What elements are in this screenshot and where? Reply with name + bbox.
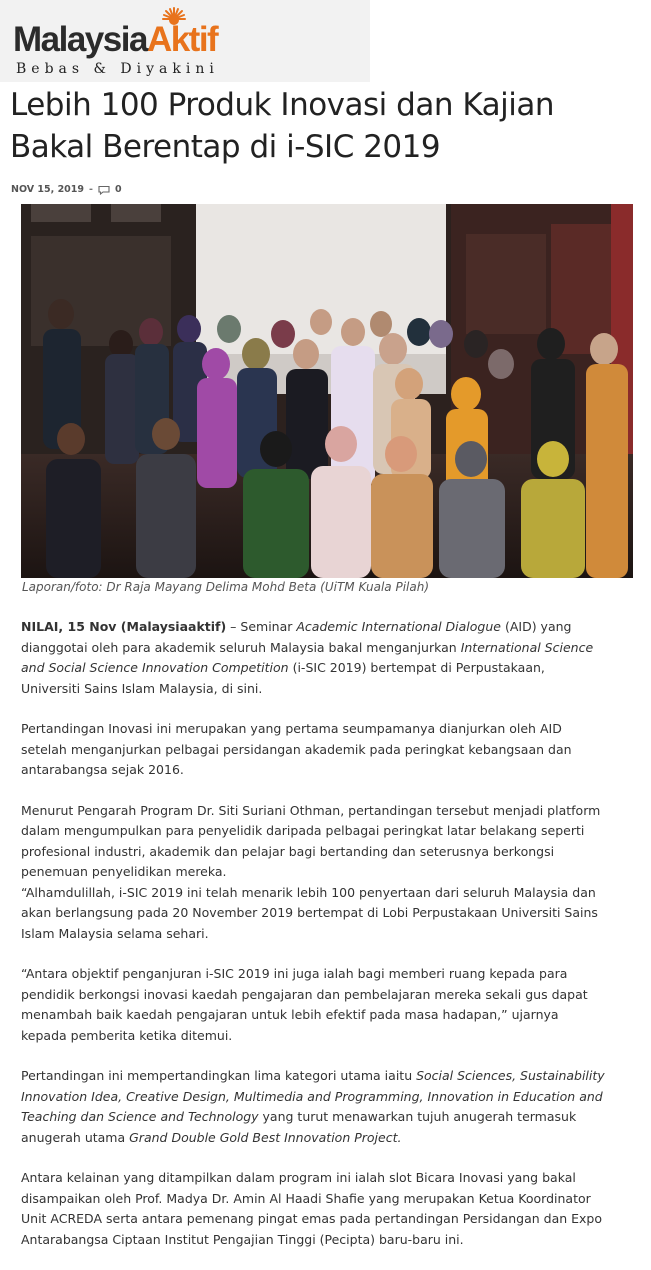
p1-text-1: – Seminar bbox=[226, 619, 297, 634]
article-title: Lebih 100 Produk Inovasi dan Kajian Bakal Berentap di i-SIC 2019 bbox=[10, 87, 554, 165]
dateline: NILAI, 15 Nov (Malaysiaaktif) bbox=[21, 619, 227, 634]
p6-italic-1: Social Sciences, Sustainability Innovation Idea, Creative Design, Multimedia and Programming, Innovation in Education and Teaching dan Science and Technology bbox=[21, 1068, 605, 1124]
article-body bbox=[21, 617, 606, 1270]
p1-italic-2: International Science and Social Science Innovation Competition bbox=[21, 639, 594, 675]
article-photo bbox=[21, 204, 633, 578]
meta-separator: - bbox=[89, 184, 93, 195]
p6-text-1: Pertandingan ini mempertandingkan lima kategori utama iaitu bbox=[21, 1068, 417, 1083]
article-meta bbox=[11, 184, 122, 195]
p1-italic-1: Academic International Dialogue bbox=[296, 619, 501, 634]
logo-name-part1: Malaysia bbox=[13, 20, 147, 59]
photo-caption: Laporan/foto: Dr Raja Mayang Delima Mohd Beta (UiTM Kuala Pilah) bbox=[22, 580, 430, 594]
p6-italic-2: Grand Double Gold Best Innovation Project. bbox=[129, 1129, 402, 1145]
logo-tagline: Bebas & Diyakini bbox=[16, 61, 219, 77]
site-logo[interactable] bbox=[0, 0, 370, 82]
paragraph-4: “Alhamdulillah, i-SIC 2019 ini telah menarik lebih 100 penyertaan dari seluruh Malaysia dan akan berlangsung pada 20 November 2019 bertempat di Lobi Perpustakaan Universiti Sains Islam Malaysia selama sehari. bbox=[21, 884, 598, 941]
paragraph-3: Menurut Pengarah Program Dr. Siti Suriani Othman, pertandingan tersebut menjadi platform dalam mengumpulkan para penyelidik daripada pelbagai peringkat latar belakang seperti profesional industri, akademik dan pelajar bagi bertanding dan seterusnya berkongsi penemuan penyelidikan mereka. bbox=[21, 802, 601, 879]
comment-count[interactable]: 0 bbox=[114, 184, 122, 195]
logo-wordmark bbox=[13, 22, 217, 57]
logo-name-part2: Aktif bbox=[146, 20, 218, 59]
article-date[interactable]: NOV 15, 2019 bbox=[11, 184, 85, 195]
group-photo-illustration bbox=[21, 204, 633, 578]
comment-icon[interactable] bbox=[98, 185, 110, 195]
p1-text-3: (i-SIC 2019) bertempat di Perpustakaan, Universiti Sains Islam Malaysia, di sini. bbox=[21, 660, 545, 696]
p1-text-2: (AID) yang dianggotai oleh para akademik seluruh Malaysia bakal menganjurkan bbox=[21, 619, 572, 655]
paragraph-5: “Antara objektif penganjuran i-SIC 2019 ini juga ialah bagi memberi ruang kepada para pendidik berkongsi inovasi kaedah pengajaran dan pembelajaran mereka sekali gus dapat menambah baik kaedah pengajaran untuk lebih efektif pada masa hadapan,” ujarnya kepada pemberita ketika ditemui. bbox=[21, 966, 588, 1043]
paragraph-1 bbox=[21, 617, 606, 699]
paragraph-7: Antara kelainan yang ditampilkan dalam program ini ialah slot Bicara Inovasi yang bakal disampaikan oleh Prof. Madya Dr. Amin Al Haadi Shafie yang merupakan Ketua Koordinator Unit ACREDA serta antara pemenang pingat emas pada pertandingan Persidangan dan Expo Antarabangsa Ciptaan Institut Pengajian Tinggi (Pecipta) baru-baru ini. bbox=[21, 1170, 603, 1247]
p6-text-2: yang turut menawarkan tujuh anugerah termasuk anugerah utama bbox=[21, 1109, 577, 1145]
paragraph-2: Pertandingan Inovasi ini merupakan yang pertama seumpamanya dianjurkan oleh AID setelah menganjurkan pelbagai persidangan akademik pada peringkat kebangsaan dan antarabangsa sejak 2016. bbox=[21, 721, 572, 777]
paragraph-6 bbox=[21, 1066, 606, 1148]
